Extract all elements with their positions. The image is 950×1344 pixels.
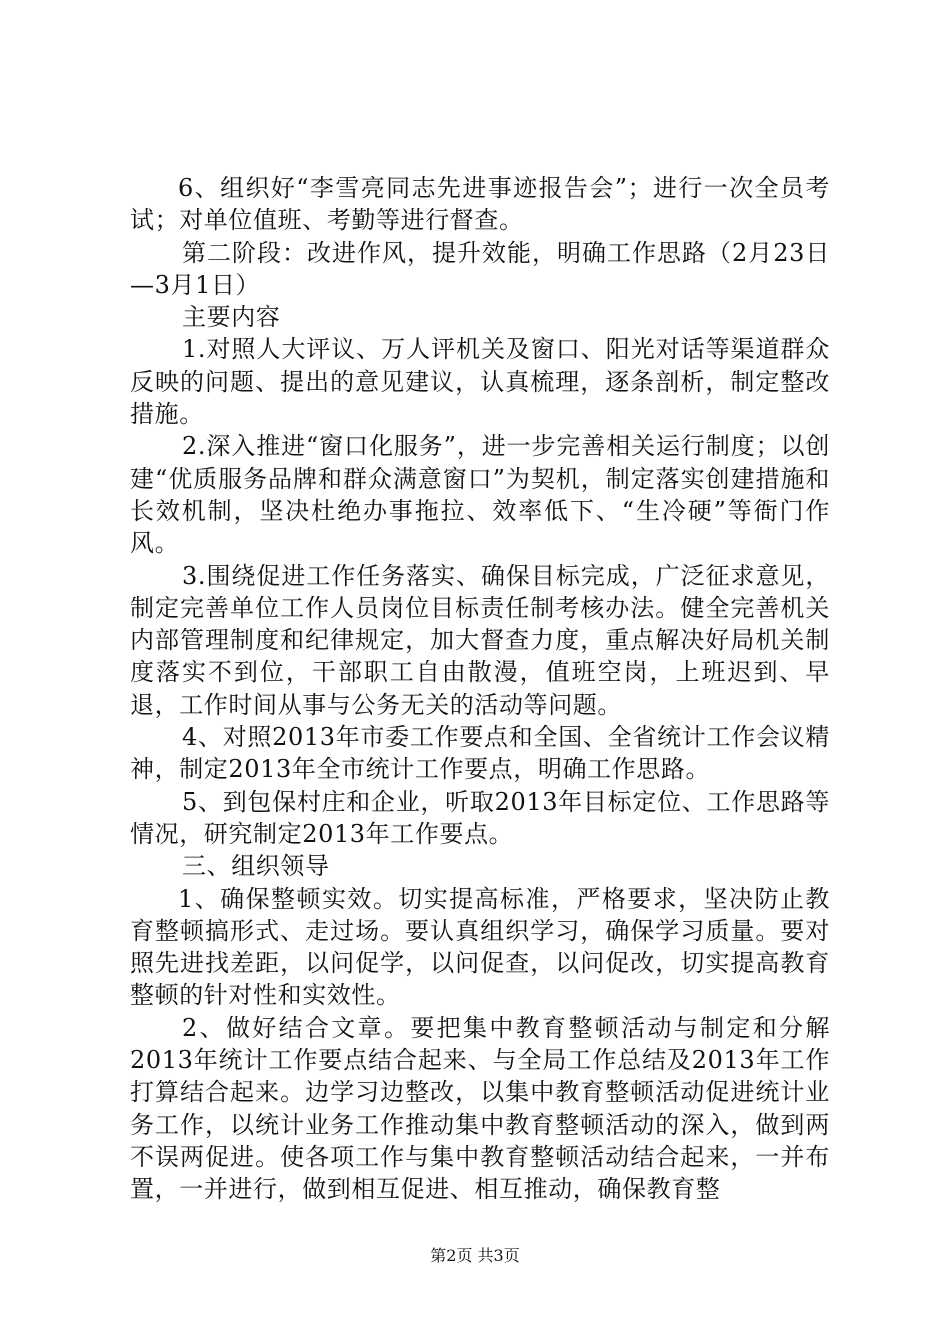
paragraph-item-1: 1.对照人大评议、万人评机关及窗口、阳光对话等渠道群众反映的问题、提出的意见建议，认真梳理，逐条剖析，制定整改措施。 [130, 335, 830, 429]
paragraph-main-content-heading: 主要内容 [182, 303, 281, 332]
document-body [130, 172, 830, 1206]
paragraph-item-3: 3.围绕促进工作任务落实、确保目标完成，广泛征求意见，制定完善单位工作人员岗位目标责任制考核办法。健全完善机关内部管理制度和纪律规定，加大督查力度，重点解决好局机关制度落实不到位，干部职工自由散漫，值班空岗，上班迟到、早退，工作时间从事与公务无关的活动等问题。 [130, 561, 830, 719]
page-footer: 第2页 共3页 [430, 1246, 520, 1265]
paragraph-section-three-heading: 三、组织领导 [182, 852, 330, 881]
paragraph-stage-two: 第二阶段：改进作风，提升效能，明确工作思路（2月23日—3月1日） [130, 238, 830, 299]
paragraph-item-4: 4、对照2013年市委工作要点和全国、全省统计工作会议精神，制定2013年全市统计工作要点，明确工作思路。 [130, 723, 830, 784]
paragraph-item-2: 2.深入推进“窗口化服务”，进一步完善相关运行制度；以创建“优质服务品牌和群众满意窗口”为契机，制定落实创建措施和长效机制，坚决杜绝办事拖拉、效率低下、“生冷硬”等衙门作风。 [130, 432, 830, 558]
paragraph-item-5: 5、到包保村庄和企业，听取2013年目标定位、工作思路等情况，研究制定2013年工作要点。 [130, 787, 830, 848]
paragraph-item-6: 6、组织好“李雪亮同志先进事迹报告会”；进行一次全员考试；对单位值班、考勤等进行督查。 [130, 174, 830, 235]
paragraph-leadership-2: 2、做好结合文章。要把集中教育整顿活动与制定和分解2013年统计工作要点结合起来、与全局工作总结及2013年工作打算结合起来。边学习边整改，以集中教育整顿活动促进统计业务工作，以统计业务工作推动集中教育整顿活动的深入，做到两不误两促进。使各项工作与集中教育整顿活动结合起来，一并布置，一并进行，做到相互促进、相互推动，确保教育整 [130, 1013, 830, 1204]
paragraph-leadership-1: 1、确保整顿实效。切实提高标准，严格要求，坚决防止教育整顿搞形式、走过场。要认真组织学习，确保学习质量。要对照先进找差距，以问促学，以问促查，以问促改，切实提高教育整顿的针对性和实效性。 [130, 884, 830, 1010]
